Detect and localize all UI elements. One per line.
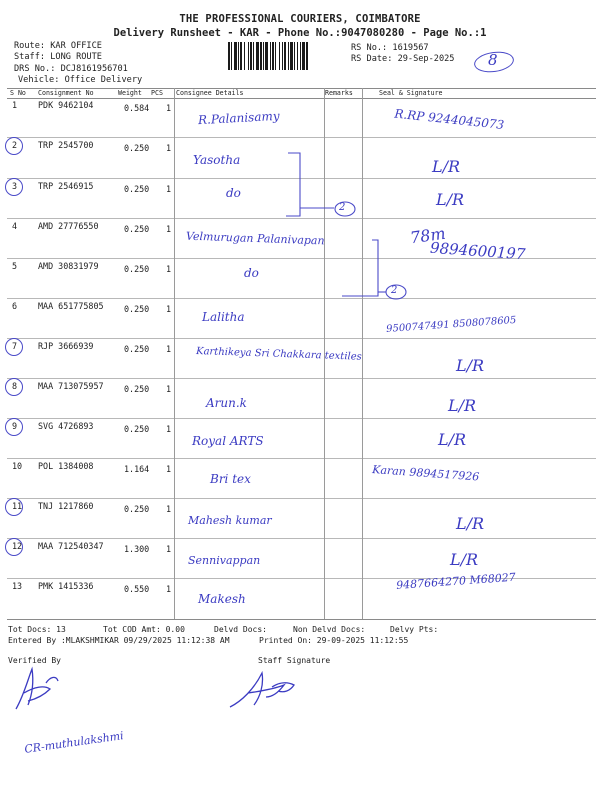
row-pcs: 1 — [166, 464, 172, 474]
row-pcs: 1 — [166, 544, 172, 554]
row-sno: 11 — [12, 501, 23, 511]
header-seal: Seal & Signature — [379, 89, 443, 97]
row-pcs: 1 — [166, 384, 172, 394]
header-weight: Weight — [118, 89, 142, 97]
row-consignee: Karthikeya Sri Chakkara textiles — [195, 345, 362, 363]
vehicle-info: Vehicle: Office Delivery — [18, 75, 143, 85]
row-sno: 9 — [12, 421, 18, 431]
row-weight: 0.584 — [124, 103, 150, 113]
row-consignee: do — [244, 266, 259, 280]
row-sno: 3 — [12, 181, 18, 191]
entered-by: Entered By :MLAKSHMIKAR 09/29/2025 11:12:38 AM — [8, 636, 230, 645]
header-pcs: PCS — [151, 89, 163, 97]
row-signature: 9487664270 M68027 — [395, 570, 517, 592]
row-weight: 0.250 — [124, 384, 150, 394]
row-consignment-no: MAA 712540347 — [38, 541, 104, 551]
row-consignee: R.Palanisamy — [197, 108, 280, 128]
row-signature: L/R — [456, 356, 485, 375]
delivery-points: Delvy Pts: — [390, 625, 439, 634]
row-signature: Karan 9894517926 — [371, 463, 480, 484]
row-signature: L/R — [456, 514, 485, 533]
row-consignee: Sennivappan — [188, 554, 261, 567]
row-consignee: Mahesh kumar — [188, 514, 272, 527]
row-consignment-no: TNJ 1217860 — [38, 501, 94, 511]
row-pcs: 1 — [166, 264, 172, 274]
row-consignment-no: TRP 2546915 — [38, 181, 94, 191]
row-pcs: 1 — [166, 504, 172, 514]
row-sno: 13 — [12, 581, 23, 591]
header-sno: S No — [10, 89, 26, 97]
row-sno: 7 — [12, 341, 18, 351]
row-consignee: Bri tex — [210, 472, 251, 486]
delivered-docs: Delvd Docs: — [214, 625, 267, 634]
row-sno: 10 — [12, 461, 23, 471]
handwritten-name: CR-muthulakshmi — [23, 729, 125, 756]
row-pcs: 1 — [166, 344, 172, 354]
rs-date: RS Date: 29-Sep-2025 — [351, 54, 455, 64]
header-consignment: Consignment No — [38, 89, 94, 97]
row-weight: 1.300 — [124, 544, 150, 554]
row-weight: 0.250 — [124, 224, 150, 234]
row-pcs: 1 — [166, 103, 172, 113]
row-signature: L/R — [438, 430, 467, 449]
row-pcs: 1 — [166, 424, 172, 434]
row-weight: 0.250 — [124, 184, 150, 194]
rs-number: RS No.: 1619567 — [351, 43, 429, 53]
row-sno: 2 — [12, 140, 18, 150]
row-signature: 78m — [408, 223, 447, 248]
row-consignee: Arun.k — [206, 396, 247, 410]
row-sno: 4 — [12, 221, 18, 231]
row-weight: 0.250 — [124, 143, 150, 153]
staff-signature-label: Staff Signature — [258, 656, 331, 665]
row-weight: 0.250 — [124, 344, 150, 354]
company-name: THE PROFESSIONAL COURIERS, COIMBATORE — [179, 13, 421, 25]
row-weight: 0.550 — [124, 584, 150, 594]
runsheet-title: Delivery Runsheet - KAR - Phone No.:9047080280 - Page No.:1 — [113, 27, 487, 39]
row-sno: 12 — [12, 541, 23, 551]
row-signature: 9500747491 8508078605 — [385, 314, 517, 335]
row-signature: R.RP 9244045073 — [393, 106, 505, 133]
row-weight: 0.250 — [124, 264, 150, 274]
row-signature: L/R — [436, 190, 465, 209]
row-consignment-no: RJP 3666939 — [38, 341, 94, 351]
header-remarks: Remarks — [325, 89, 353, 97]
row-weight: 0.250 — [124, 304, 150, 314]
row-consignment-no: MAA 713075957 — [38, 381, 104, 391]
row-consignment-no: PMK 1415336 — [38, 581, 94, 591]
staff-info: Staff: LONG ROUTE — [14, 52, 102, 62]
row-consignee: Yasotha — [193, 153, 241, 167]
row-consignee: Velmurugan Palanivapan — [185, 229, 325, 248]
row-consignee: Royal ARTS — [192, 434, 264, 448]
bracket-mark-b: 2 — [391, 285, 398, 296]
row-weight: 0.250 — [124, 424, 150, 434]
drs-number: DRS No.: DCJ8161956701 — [14, 64, 128, 74]
row-weight: 1.164 — [124, 464, 150, 474]
row-weight: 0.250 — [124, 504, 150, 514]
header-consignee: Consignee Details — [176, 89, 244, 97]
verified-by-label: Verified By — [8, 656, 61, 665]
verifier-signature-scribble — [10, 665, 70, 715]
row-pcs: 1 — [166, 304, 172, 314]
row-consignee: Makesh — [198, 592, 246, 606]
non-delivered-docs: Non Delvd Docs: — [293, 625, 366, 634]
row-consignee: Lalitha — [202, 310, 245, 324]
row-consignment-no: TRP 2545700 — [38, 140, 94, 150]
row-signature: L/R — [448, 396, 477, 415]
row-consignment-no: MAA 651775805 — [38, 301, 104, 311]
row-signature: L/R — [432, 157, 461, 176]
row-sno: 1 — [12, 100, 18, 110]
handwritten-count: 8 — [488, 51, 498, 69]
bracket-mark-a: 2 — [339, 202, 346, 213]
row-signature: 9894600197 — [429, 238, 526, 264]
printed-on: Printed On: 29-09-2025 11:12:55 — [259, 636, 409, 645]
row-sno: 5 — [12, 261, 18, 271]
row-consignment-no: AMD 30831979 — [38, 261, 99, 271]
row-consignee: do — [226, 186, 241, 200]
row-pcs: 1 — [166, 143, 172, 153]
row-pcs: 1 — [166, 184, 172, 194]
row-consignment-no: AMD 27776550 — [38, 221, 99, 231]
row-consignment-no: SVG 4726893 — [38, 421, 94, 431]
row-sno: 8 — [12, 381, 18, 391]
row-consignment-no: PDK 9462104 — [38, 100, 94, 110]
route-info: Route: KAR OFFICE — [14, 41, 102, 51]
row-sno: 6 — [12, 301, 18, 311]
row-pcs: 1 — [166, 224, 172, 234]
row-consignment-no: POL 1384008 — [38, 461, 94, 471]
total-docs: Tot Docs: 13 — [8, 625, 66, 634]
row-signature: L/R — [450, 550, 479, 569]
total-cod-amount: Tot COD Amt: 0.00 — [103, 625, 185, 634]
staff-signature-scribble — [228, 663, 308, 713]
row-pcs: 1 — [166, 584, 172, 594]
